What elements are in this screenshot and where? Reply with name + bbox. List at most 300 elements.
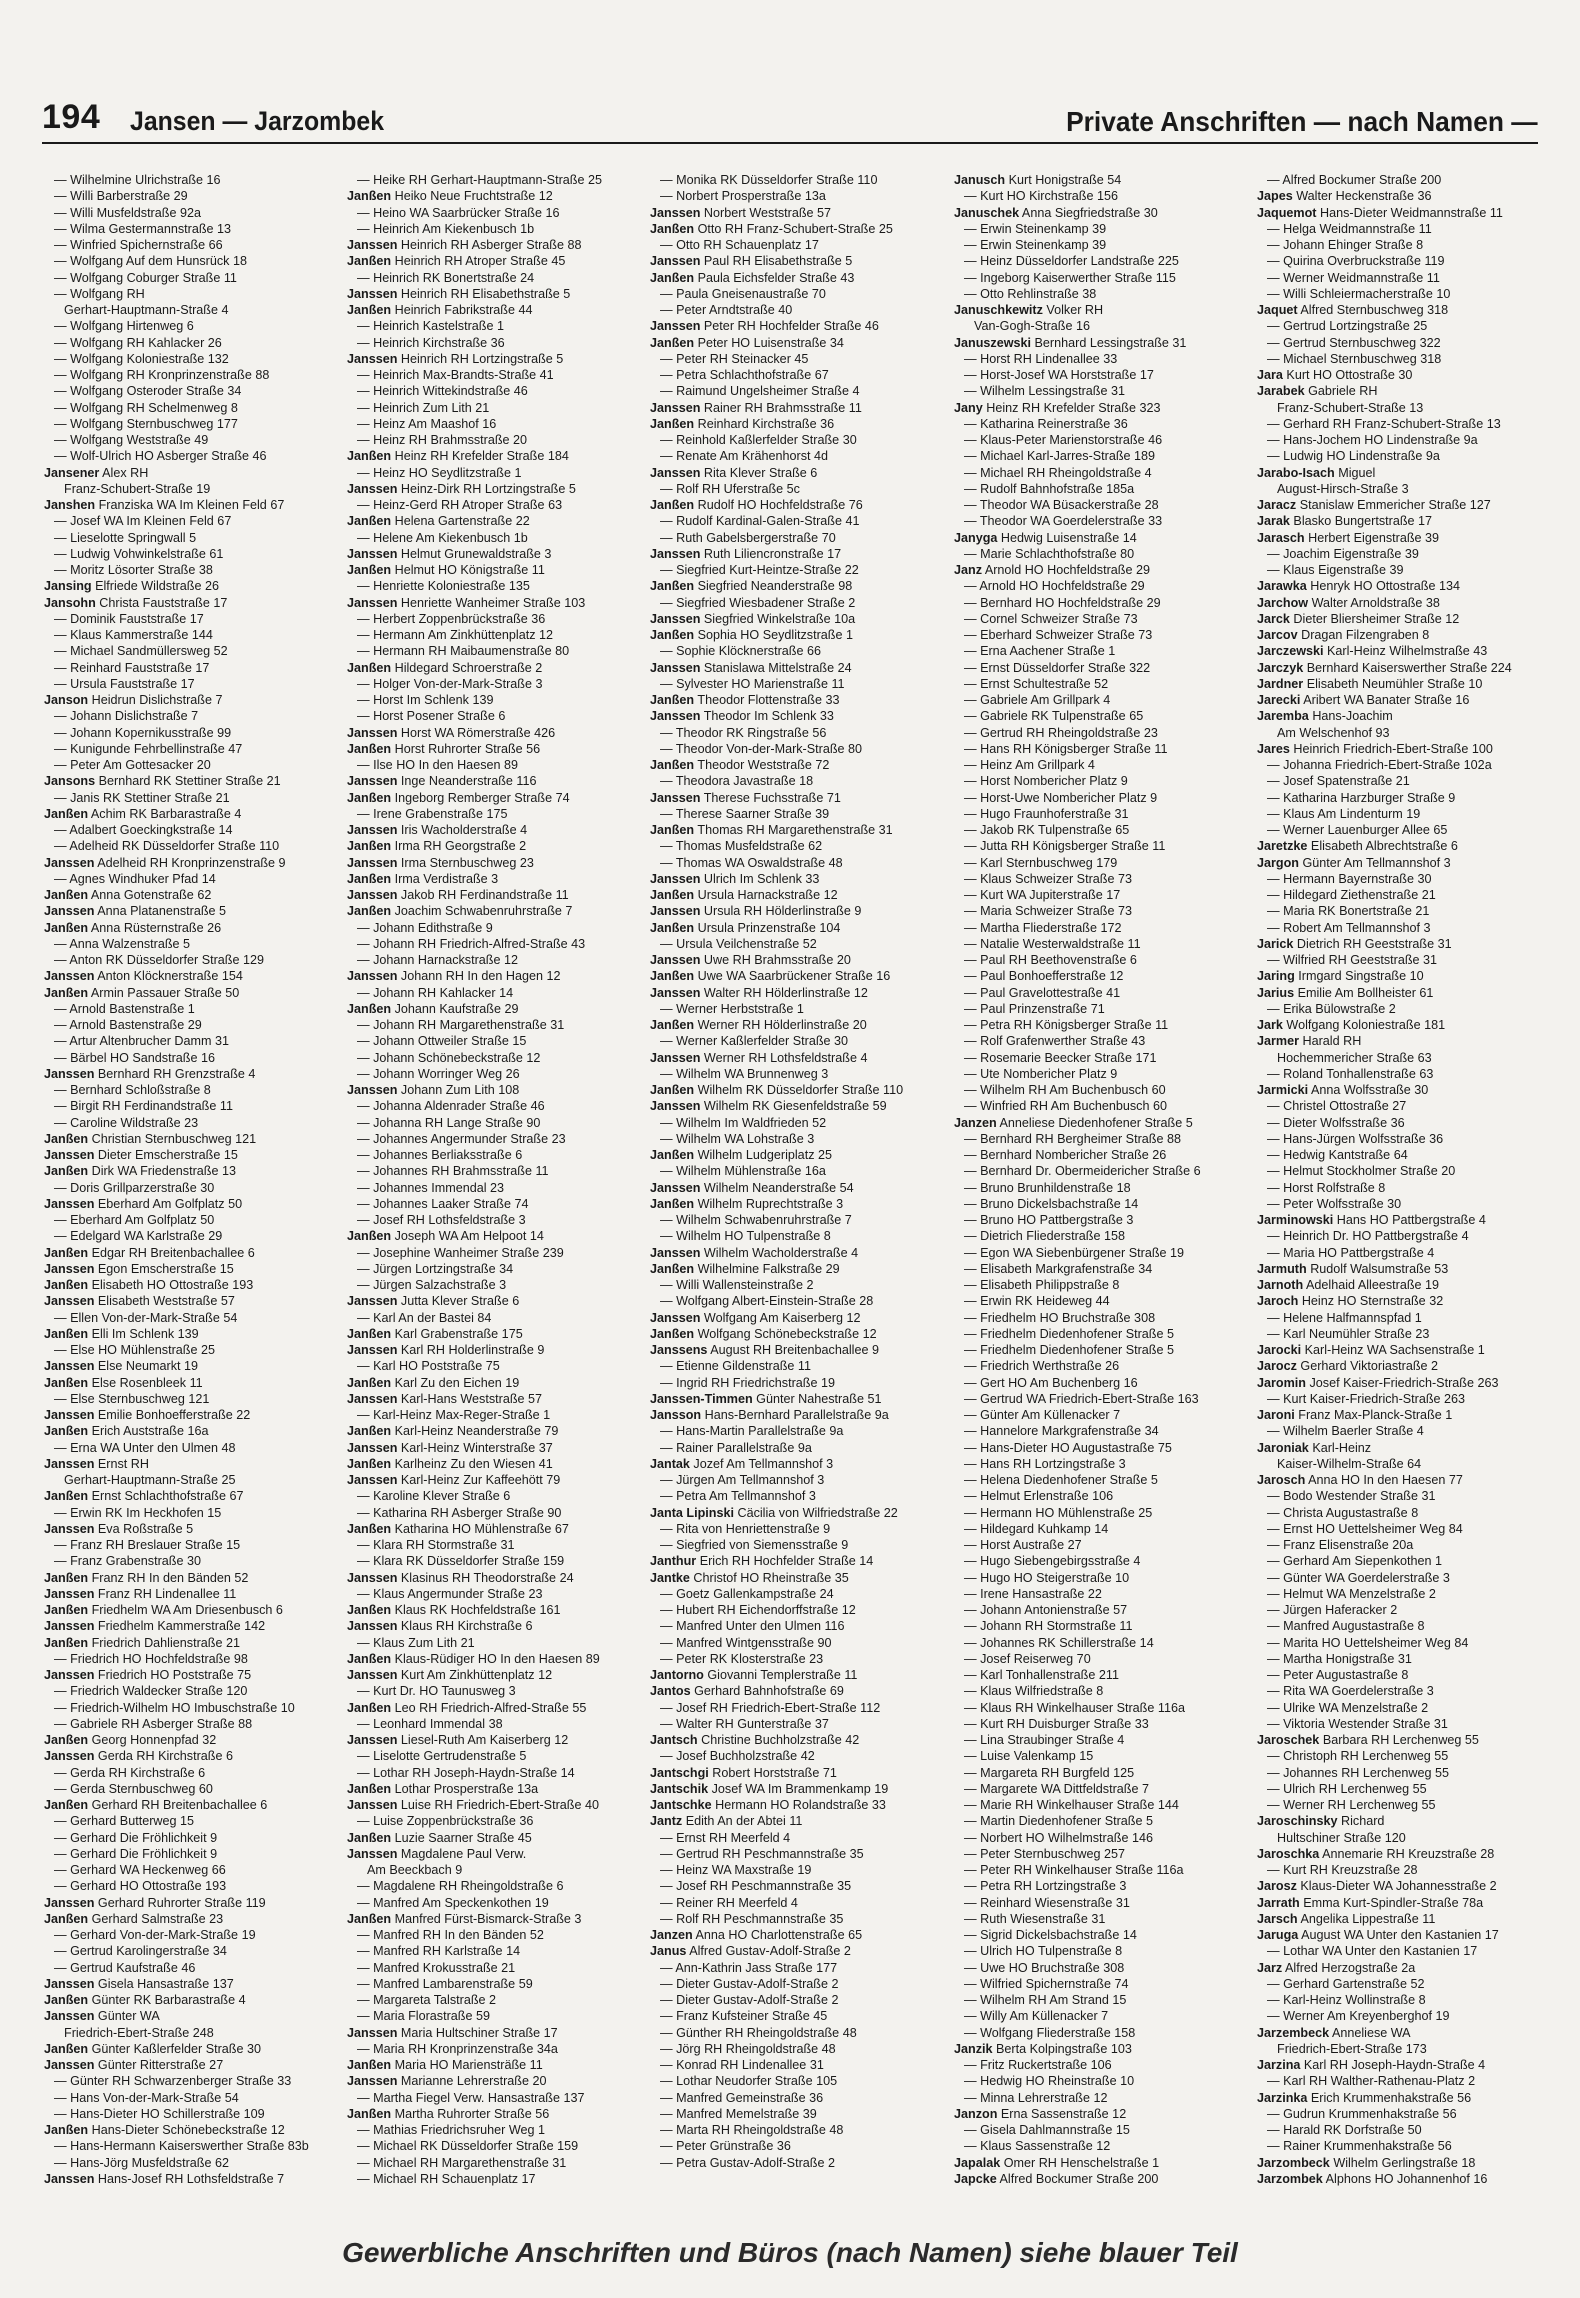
entry-surname: Janssen (44, 969, 95, 984)
entry-text: — Hermann Am Zinkhüttenplatz 12 (357, 628, 553, 642)
directory-entry (1257, 1342, 1538, 1358)
directory-entry (650, 1878, 942, 1894)
directory-entry (44, 595, 336, 611)
directory-entry (1257, 920, 1538, 936)
directory-entry (650, 1830, 942, 1846)
entry-text: Irmgard Singstraße 10 (1298, 969, 1424, 984)
entry-text: — Viktoria Westender Straße 31 (1267, 1716, 1448, 1731)
directory-entry (1257, 1391, 1538, 1407)
entry-text: — Hans-Jörg Musfeldstraße 62 (54, 2155, 229, 2170)
entry-text: — Wolfgang Weststraße 49 (54, 433, 209, 447)
entry-text: — Friedrich HO Hochfeldstraße 98 (54, 1651, 248, 1666)
entry-text: — Horst-Uwe Nombericher Platz 9 (964, 790, 1158, 805)
entry-text: — Franz Kufsteiner Straße 45 (660, 2009, 828, 2024)
entry-text: Wolfgang Am Kaiserberg 12 (703, 1310, 861, 1325)
entry-text: — Johannes RK Schillerstraße 14 (964, 1635, 1154, 1650)
entry-text: Günter Nahestraße 51 (756, 1391, 882, 1406)
directory-entry (650, 1358, 942, 1374)
entry-text: — Gerhard Die Fröhlichkeit 9 (54, 1830, 218, 1845)
entry-text: Ernst RH (97, 1456, 149, 1471)
directory-entry (347, 757, 639, 773)
entry-surname: Janssen (44, 1456, 95, 1471)
entry-text: Erich RH Hochfelder Straße 14 (699, 1554, 874, 1569)
entry-text: Elisabeth Albrechtstraße 6 (1310, 839, 1458, 854)
entry-surname: Janssen (347, 286, 398, 301)
entry-text: — Rolf RH Uferstraße 5c (660, 481, 800, 496)
entry-text: Thomas RH Margarethenstraße 31 (697, 823, 893, 837)
entry-surname: Januschek (954, 205, 1020, 220)
entry-text: Norbert Weststraße 57 (703, 205, 832, 220)
entry-text: Ursula Harnackstraße 12 (697, 888, 838, 902)
directory-entry (650, 773, 942, 789)
entry-text: — Wilhelm HO Tulpenstraße 8 (660, 1229, 831, 1244)
directory-entry (954, 1423, 1246, 1439)
entry-text: — Wilhelmine Ulrichstraße 16 (54, 173, 221, 187)
directory-entry (44, 676, 336, 692)
directory-entry (44, 1358, 336, 1374)
directory-entry (650, 806, 942, 822)
entry-surname: Janzen (650, 1928, 693, 1942)
entry-surname: Jarasch (1257, 530, 1305, 545)
directory-entry (44, 2057, 336, 2073)
entry-text: Alfred Bockumer Straße 200 (999, 2171, 1159, 2186)
directory-entry (954, 416, 1246, 432)
directory-entry (954, 985, 1246, 1001)
entry-text: — Helmut WA Menzelstraße 2 (1267, 1586, 1436, 1601)
entry-text: — Wilhelm Baerler Straße 4 (1267, 1424, 1424, 1439)
directory-entry (954, 286, 1246, 302)
directory-entry (44, 920, 336, 936)
directory-entry (347, 253, 639, 269)
entry-surname: Janssen (347, 595, 398, 610)
entry-text: — Gabriele Am Grillpark 4 (964, 693, 1111, 707)
directory-entry (347, 1651, 639, 1667)
directory-entry (1257, 1261, 1538, 1277)
entry-surname: Janyga (954, 530, 998, 545)
entry-text: Arnold HO Hochfeldstraße 29 (984, 563, 1151, 577)
entry-surname: Jara (1257, 368, 1283, 382)
entry-surname: Janßen (347, 741, 392, 756)
directory-entry (1257, 400, 1538, 416)
entry-text: — Klaus Sassenstraße 12 (964, 2139, 1111, 2154)
directory-entry (650, 920, 942, 936)
directory-entry (954, 546, 1246, 562)
entry-text: Dieter Emscherstraße 15 (97, 1148, 238, 1162)
entry-text: Horst Ruhrorter Straße 56 (394, 741, 541, 756)
directory-entry (1257, 1310, 1538, 1326)
directory-entry (650, 1375, 942, 1391)
entry-surname: Janßen (44, 1245, 89, 1260)
directory-entry (347, 2106, 639, 2122)
entry-text: Rudolf HO Hochfeldstraße 76 (697, 498, 863, 512)
entry-surname: Janßen (347, 2058, 392, 2072)
directory-entry (44, 286, 336, 302)
entry-text: — Katharina Reinerstraße 36 (964, 416, 1128, 431)
entry-text: — Rita WA Goerdelerstraße 3 (1267, 1684, 1434, 1699)
directory-entry (650, 1976, 942, 1992)
entry-text: Klaus RK Hochfeldstraße 161 (394, 1603, 561, 1617)
directory-entry (347, 1326, 639, 1342)
entry-text: — Harald RK Dorfstraße 50 (1267, 2123, 1422, 2137)
directory-entry (44, 1976, 336, 1992)
entry-text: — Friedhelm Diedenhofener Straße 5 (964, 1343, 1174, 1357)
entry-text: — Friedrich-Wilhelm HO Imbuschstraße 10 (54, 1700, 295, 1715)
entry-text: — Jürgen Salzachstraße 3 (357, 1278, 507, 1292)
directory-entry (347, 465, 639, 481)
entry-surname: Janssen (650, 904, 701, 919)
entry-text: — Bruno Dickelsbachstraße 14 (964, 1196, 1139, 1211)
entry-text: Alfred Sternbuschweg 318 (1300, 303, 1449, 317)
entry-surname: Jarz (1257, 1960, 1283, 1975)
directory-entry (954, 2155, 1246, 2171)
entry-surname: Janßen (347, 514, 392, 529)
entry-text: — Bruno HO Pattbergstraße 3 (964, 1213, 1134, 1227)
directory-column-2 (347, 172, 639, 2200)
entry-text: — Petra RH Königsberger Straße 11 (964, 1018, 1169, 1032)
entry-text: Erich Krummenhakstraße 56 (1310, 2090, 1472, 2105)
directory-entry (347, 1765, 639, 1781)
directory-entry (650, 903, 942, 919)
entry-text: — Karoline Klever Straße 6 (357, 1489, 511, 1504)
entry-text: Elisabeth HO Ottostraße 193 (91, 1278, 254, 1292)
entry-text: — Gertrud Kaufstraße 46 (54, 1960, 196, 1975)
directory-entry (347, 806, 639, 822)
entry-surname: Janssen (347, 546, 398, 561)
entry-text: Herbert Eigenstraße 39 (1308, 530, 1440, 545)
entry-text: — Wolfgang Coburger Straße 11 (54, 270, 237, 285)
entry-text: Lothar Prosperstraße 13a (394, 1781, 539, 1796)
entry-surname: Janßen (44, 1375, 89, 1390)
entry-surname: Jansson (650, 1408, 702, 1422)
entry-surname: Jaroniak (1257, 1440, 1309, 1455)
entry-text: Dieter Bliersheimer Straße 12 (1293, 611, 1460, 626)
directory-entry (650, 741, 942, 757)
entry-text: — Raimund Ungelsheimer Straße 4 (660, 384, 860, 399)
directory-entry (44, 465, 336, 481)
entry-text: — Gerhard RH Franz-Schubert-Straße 13 (1267, 416, 1501, 431)
directory-entry (347, 1261, 639, 1277)
entry-text: — Michael Sternbuschweg 318 (1267, 351, 1442, 366)
entry-text: — Peter Grünstraße 36 (660, 2139, 791, 2154)
entry-text: — Arnold HO Hochfeldstraße 29 (964, 579, 1145, 594)
directory-entry (650, 2138, 942, 2154)
entry-text: Klaus-Rüdiger HO In den Haesen 89 (394, 1651, 600, 1666)
directory-entry (650, 1131, 942, 1147)
entry-text: Wilhelm RK Giesenfeldstraße 59 (703, 1099, 887, 1114)
directory-entry (650, 855, 942, 871)
entry-text: Kaiser-Wilhelm-Straße 64 (1277, 1456, 1422, 1471)
entry-surname: Jarmicki (1257, 1083, 1309, 1097)
entry-text: — Kurt Kaiser-Friedrich-Straße 263 (1267, 1391, 1466, 1406)
entry-text: Irma Verdistraße 3 (394, 871, 499, 886)
directory-entry (954, 1683, 1246, 1699)
directory-entry (44, 887, 336, 903)
entry-text: — Johann Harnackstraße 12 (357, 953, 519, 967)
directory-entry (44, 2041, 336, 2057)
entry-surname: Jantschke (650, 1798, 712, 1812)
directory-entry (44, 416, 336, 432)
entry-text: Stanislawa Mittelstraße 24 (703, 660, 852, 675)
directory-entry (1257, 2155, 1538, 2171)
entry-text: — Ann-Kathrin Jass Straße 177 (660, 1960, 838, 1975)
directory-entry (1257, 1228, 1538, 1244)
entry-surname: Janßen (44, 1733, 89, 1747)
directory-entry (650, 1781, 942, 1797)
entry-surname: Janßen (347, 1456, 392, 1471)
directory-entry (1257, 1521, 1538, 1537)
directory-entry (650, 627, 942, 643)
directory-entry (347, 1277, 639, 1293)
directory-entry (954, 968, 1246, 984)
directory-entry (347, 1050, 639, 1066)
entry-text: — Wolfgang RH Schelmenweg 8 (54, 400, 238, 415)
directory-entry (650, 871, 942, 887)
directory-entry (1257, 481, 1538, 497)
entry-text: — Günther RH Rheingoldstraße 48 (660, 2025, 857, 2040)
directory-entry (1257, 1440, 1538, 1456)
directory-entry (1257, 578, 1538, 594)
entry-surname: Jarczewski (1257, 644, 1324, 659)
directory-entry (954, 1813, 1246, 1829)
entry-surname: Jaruga (1257, 1928, 1299, 1942)
directory-entry (44, 1943, 336, 1959)
directory-entry (347, 2025, 639, 2041)
entry-text: Wolfgang Koloniestraße 181 (1286, 1018, 1446, 1032)
directory-entry (954, 1245, 1246, 1261)
entry-text: — Bernhard Schloßstraße 8 (54, 1083, 211, 1097)
directory-entry (1257, 270, 1538, 286)
entry-surname: Janßen (650, 823, 695, 837)
entry-text: — Lothar RH Joseph-Haydn-Straße 14 (357, 1765, 575, 1780)
directory-entry (347, 1082, 639, 1098)
entry-text: — Karl-Heinz Max-Reger-Straße 1 (357, 1408, 551, 1422)
entry-surname: Jansener (44, 465, 100, 480)
directory-entry (44, 1586, 336, 1602)
directory-entry (650, 822, 942, 838)
directory-entry (44, 383, 336, 399)
entry-text: Am Welschenhof 93 (1277, 725, 1390, 740)
directory-entry (347, 1830, 639, 1846)
directory-entry (347, 1700, 639, 1716)
directory-entry (1257, 546, 1538, 562)
directory-entry (954, 1342, 1246, 1358)
directory-entry (1257, 465, 1538, 481)
directory-entry (954, 936, 1246, 952)
directory-entry (954, 205, 1246, 221)
entry-text: Wilhelm Gerlingstraße 18 (1333, 2155, 1476, 2170)
directory-entry (1257, 1131, 1538, 1147)
entry-text: — Katharina RH Asberger Straße 90 (357, 1505, 562, 1520)
directory-entry (650, 432, 942, 448)
entry-text: — Gabriele RK Tulpenstraße 65 (964, 709, 1144, 724)
entry-text: — Kunigunde Fehrbellinstraße 47 (54, 741, 243, 756)
directory-entry (650, 1602, 942, 1618)
directory-entry (650, 2106, 942, 2122)
directory-entry (347, 1131, 639, 1147)
directory-entry (954, 1553, 1246, 1569)
entry-text: — Egon WA Siebenbürgener Straße 19 (964, 1245, 1185, 1260)
entry-text: Günter RK Barbarastraße 4 (91, 1993, 246, 2007)
entry-surname: Janßen (347, 1651, 392, 1666)
directory-entry (650, 1001, 942, 1017)
entry-text: — Paula Gneisenaustraße 70 (660, 286, 826, 301)
entry-text: Harald RH (1302, 1034, 1362, 1049)
entry-surname: Jarchow (1257, 595, 1309, 610)
entry-text: Theodor Flottenstraße 33 (697, 693, 840, 707)
entry-surname: Janßen (650, 221, 695, 236)
entry-text: Van-Gogh-Straße 16 (974, 319, 1090, 334)
directory-entry (650, 1797, 942, 1813)
directory-entry (44, 562, 336, 578)
entry-surname: Janssen (44, 904, 95, 919)
directory-entry (954, 1765, 1246, 1781)
directory-entry (1257, 887, 1538, 903)
directory-entry (347, 2138, 639, 2154)
directory-entry (347, 1505, 639, 1521)
entry-text: — Goetz Gallenkampstraße 24 (660, 1586, 834, 1601)
entry-text: — Maria RK Bonertstraße 21 (1267, 904, 1430, 919)
directory-entry (347, 1440, 639, 1456)
entry-text: — Theodor RK Ringstraße 56 (660, 725, 827, 740)
entry-text: Am Beeckbach 9 (367, 1863, 463, 1877)
directory-entry (1257, 1147, 1538, 1163)
entry-text: Heinrich RH Asberger Straße 88 (400, 238, 582, 252)
entry-text: — Hans-Martin Parallelstraße 9a (660, 1424, 844, 1439)
entry-text: — Margareta Talstraße 2 (357, 1993, 497, 2007)
entry-text: — Bärbel HO Sandstraße 16 (54, 1050, 215, 1065)
entry-text: Hans-Dieter Weidmannstraße 11 (1319, 205, 1503, 220)
directory-entry (650, 1488, 942, 1504)
entry-text: — Hermann Bayernstraße 30 (1267, 871, 1432, 886)
entry-text: — Heinz Am Maashof 16 (357, 416, 497, 431)
entry-text: — Peter Augustastraße 8 (1267, 1668, 1409, 1682)
entry-text: — Petra Am Tellmannshof 3 (660, 1489, 816, 1504)
entry-text: — Gerhard WA Heckenweg 66 (54, 1863, 226, 1877)
entry-text: — Klaus Kammerstraße 144 (54, 628, 213, 642)
entry-text: — Paul Prinzenstraße 71 (964, 1001, 1105, 1016)
entry-text: — Werner Herbststraße 1 (660, 1001, 804, 1016)
entry-text: — Klara RH Stormstraße 31 (357, 1538, 515, 1552)
entry-text: — Peter Am Gottesacker 20 (54, 758, 211, 772)
directory-entry (44, 221, 336, 237)
entry-text: — Marita HO Uettelsheimer Weg 84 (1267, 1635, 1469, 1650)
entry-surname: Janßen (44, 1635, 89, 1650)
entry-text: Emilie Am Bollheister 61 (1297, 985, 1434, 1000)
entry-text: Kurt Honigstraße 54 (1008, 173, 1122, 187)
directory-entry (650, 676, 942, 692)
entry-surname: Jarzombeck (1257, 2155, 1330, 2170)
entry-text: Anna Gotenstraße 62 (90, 888, 212, 902)
entry-text: — Ingeborg Kaiserwerther Straße 115 (964, 270, 1176, 285)
directory-entry (1257, 1277, 1538, 1293)
directory-entry (44, 270, 336, 286)
directory-entry (347, 237, 639, 253)
directory-entry (44, 188, 336, 204)
directory-entry (954, 318, 1246, 334)
directory-entry (954, 1277, 1246, 1293)
entry-surname: Janssen (650, 871, 701, 886)
directory-entry (1257, 1001, 1538, 1017)
entry-text: — Roland Tonhallenstraße 63 (1267, 1066, 1434, 1081)
entry-text: — Wilfried RH Geeststraße 31 (1267, 953, 1438, 967)
entry-text: — Else Sternbuschweg 121 (54, 1391, 210, 1406)
entry-text: — Kurt Dr. HO Taunusweg 3 (357, 1684, 516, 1699)
entry-text: — Karl RH Walther-Rathenau-Platz 2 (1267, 2074, 1476, 2089)
entry-surname: Janßen (44, 1911, 89, 1926)
directory-entry (954, 871, 1246, 887)
directory-entry (954, 1375, 1246, 1391)
entry-text: — Lina Straubinger Straße 4 (964, 1733, 1125, 1747)
directory-entry (347, 725, 639, 741)
directory-entry (44, 757, 336, 773)
entry-text: Franziska WA Im Kleinen Feld 67 (98, 498, 285, 512)
entry-text: — Kurt RH Kreuzstraße 28 (1267, 1863, 1418, 1877)
directory-entry (650, 578, 942, 594)
directory-entry (1257, 611, 1538, 627)
directory-entry (1257, 790, 1538, 806)
directory-entry (650, 1050, 942, 1066)
footer-note: Gewerbliche Anschriften und Büros (nach Namen) siehe blauer Teil (342, 2237, 1238, 2268)
entry-text: — Klaus Angermunder Straße 23 (357, 1586, 543, 1601)
directory-entry (44, 578, 336, 594)
directory-entry (954, 237, 1246, 253)
entry-text: — Fritz Ruckertstraße 106 (964, 2058, 1112, 2072)
entry-text: Angelika Lippestraße 11 (1300, 1911, 1436, 1926)
entry-surname: Jansohn (44, 595, 96, 610)
directory-entry (1257, 968, 1538, 984)
directory-entry (954, 1830, 1246, 1846)
entry-text: — Rainer Krummenhakstraße 56 (1267, 2139, 1452, 2154)
entry-text: — Sylvester HO Marienstraße 11 (660, 676, 845, 691)
entry-text: Franz-Schubert-Straße 19 (64, 481, 211, 496)
entry-text: — Helmut Erlenstraße 106 (964, 1489, 1114, 1504)
entry-text: Edgar RH Breitenbachallee 6 (91, 1245, 255, 1260)
entry-surname: Janzen (954, 1115, 997, 1130)
entry-text: Johann RH In den Hagen 12 (400, 969, 561, 984)
entry-text: — Franz Grabenstraße 30 (54, 1554, 201, 1569)
entry-text: — Manfred Gemeinstraße 36 (660, 2090, 824, 2105)
entry-text: — Gerhard Die Fröhlichkeit 9 (54, 1846, 218, 1861)
directory-entry (954, 1911, 1246, 1927)
entry-text: — Friedhelm Diedenhofener Straße 5 (964, 1326, 1174, 1341)
entry-text: — Heinrich Am Kiekenbusch 1b (357, 221, 535, 236)
directory-entry (44, 335, 336, 351)
directory-entry (1257, 1927, 1538, 1943)
directory-entry (44, 1813, 336, 1829)
directory-entry (347, 1781, 639, 1797)
entry-text: — Paul Gravelottestraße 41 (964, 985, 1121, 1000)
directory-entry (650, 1505, 942, 1521)
directory-entry (347, 1212, 639, 1228)
entry-surname: Janssen (650, 1310, 701, 1325)
directory-entry (650, 660, 942, 676)
entry-surname: Janßen (347, 1781, 392, 1796)
entry-text: — Josephine Wanheimer Straße 239 (357, 1245, 564, 1260)
directory-entry (44, 838, 336, 854)
directory-entry (1257, 2025, 1538, 2041)
entry-text: Klaus-Dieter WA Johannesstraße 2 (1300, 1879, 1497, 1894)
directory-entry (650, 1212, 942, 1228)
entry-text: — Johann RH Friedrich-Alfred-Straße 43 (357, 936, 586, 951)
entry-text: — Gerda RH Kirchstraße 6 (54, 1765, 206, 1780)
entry-text: — Helmut Stockholmer Straße 20 (1267, 1164, 1456, 1179)
entry-text: — Hermann RH Maibaumenstraße 80 (357, 644, 570, 659)
directory-entry (650, 1683, 942, 1699)
directory-entry (650, 1537, 942, 1553)
entry-text: — Dietrich Fliederstraße 158 (964, 1229, 1125, 1244)
directory-entry (44, 1098, 336, 1114)
entry-text: — Else HO Mühlenstraße 25 (54, 1343, 215, 1357)
